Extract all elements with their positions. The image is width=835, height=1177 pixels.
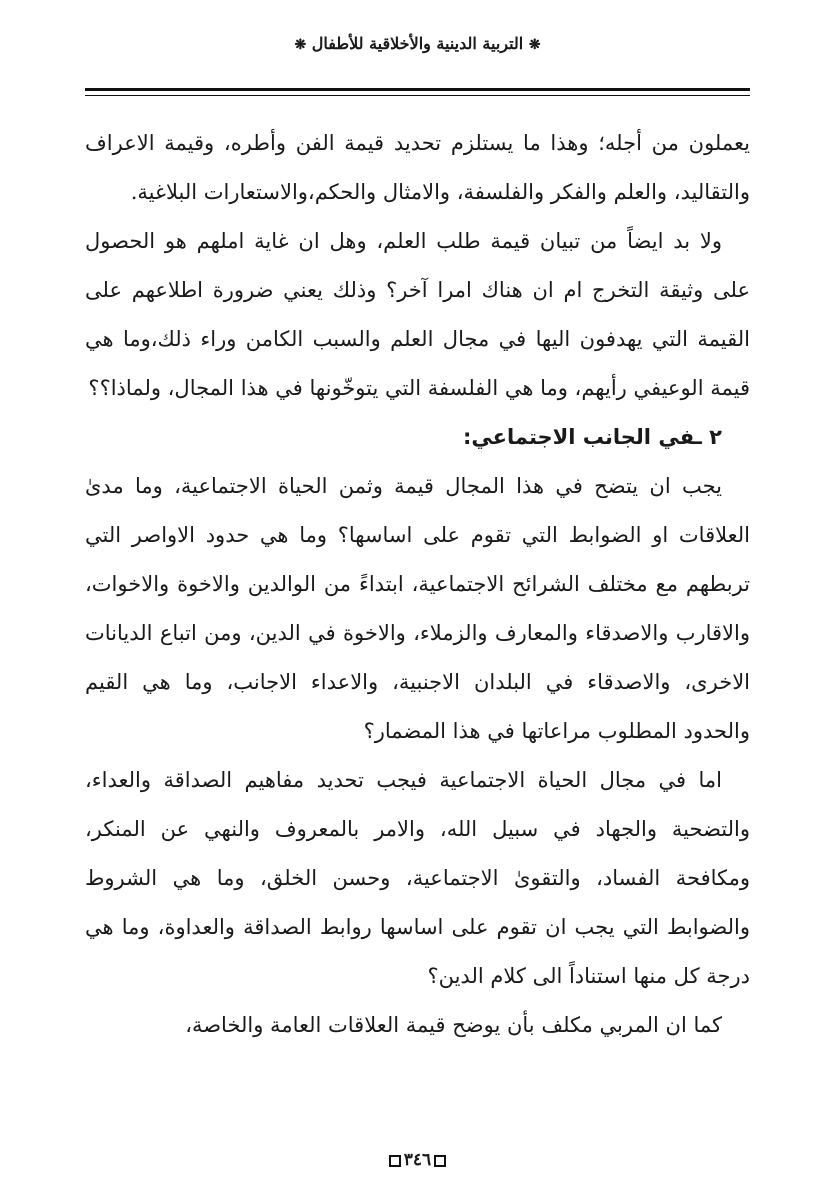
page-footer — [0, 1148, 835, 1172]
section-heading: ٢ ـفي الجانب الاجتماعي: — [462, 425, 722, 449]
paragraph: يعملون من أجله؛ وهذا ما يستلزم تحديد قيمة الفن وأطره، وقيمة الاعراف والتقاليد، والعلم والفكر والفلسفة، والامثال والحكم،والاستعارات البلاغية. — [85, 131, 750, 204]
book-title: التربية الدينية والأخلاقية للأطفال — [311, 34, 524, 53]
running-header — [85, 30, 750, 59]
paragraph: كما ان المربي مكلف بأن يوضح قيمة العلاقات العامة والخاصة، — [185, 1013, 722, 1037]
paragraph: يجب ان يتضح في هذا المجال قيمة وثمن الحياة الاجتماعية، وما مدىٰ العلاقات او الضوابط التي تقوم على اساسها؟ وما هي حدود الاواصر التي تربطهم مع مختلف الشرائح الاجتماعية، ابتداءً من الوالدين والاخوة والاخوات، والاقارب والاصدقاء والمعارف والزملاء، والاخوة في الدين، ومن اتباع الديانات الاخرى، والاصدقاء في البلدان الاجنبية، والاعداء الاجانب، وما هي القيم والحدود المطلوب مراعاتها في هذا المضمار؟ — [85, 474, 751, 743]
square-ornament-icon — [434, 1155, 446, 1167]
page-number: ٣٤٦ — [403, 1150, 432, 1170]
paragraph: ولا بد ايضاً من تبيان قيمة طلب العلم، وهل ان غاية املهم هو الحصول على وثيقة التخرج ام ان هناك امرا آخر؟ وذلك يعني ضرورة اطلاعهم على القيمة التي يهدفون اليها في مجال العلم والسبب الكامن وراء ذلك،وما هي قيمة الوعيفي رأيهم، وما هي الفلسفة التي يتوخّونها في هذا المجال، ولماذا؟؟ — [85, 229, 750, 400]
paragraph: اما في مجال الحياة الاجتماعية فيجب تحديد مفاهيم الصداقة والعداء، والتضحية والجهاد في سبيل الله، والامر بالمعروف والنهي عن المنكر، ومكافحة الفساد، والتقوىٰ الاجتماعية، وحسن الخلق، وما هي الشروط والضوابط التي يجب ان تقوم على اساسها روابط الصداقة والعداوة، وما هي درجة كل منها استناداً الى كلام الدين؟ — [85, 768, 750, 988]
square-ornament-icon — [389, 1155, 401, 1167]
ornament-star-icon: ❋ — [528, 37, 541, 53]
header-rule-thin — [85, 95, 750, 96]
header-rule-thick — [85, 88, 750, 91]
page-body — [85, 119, 750, 1050]
ornament-star-icon: ❋ — [294, 37, 307, 53]
